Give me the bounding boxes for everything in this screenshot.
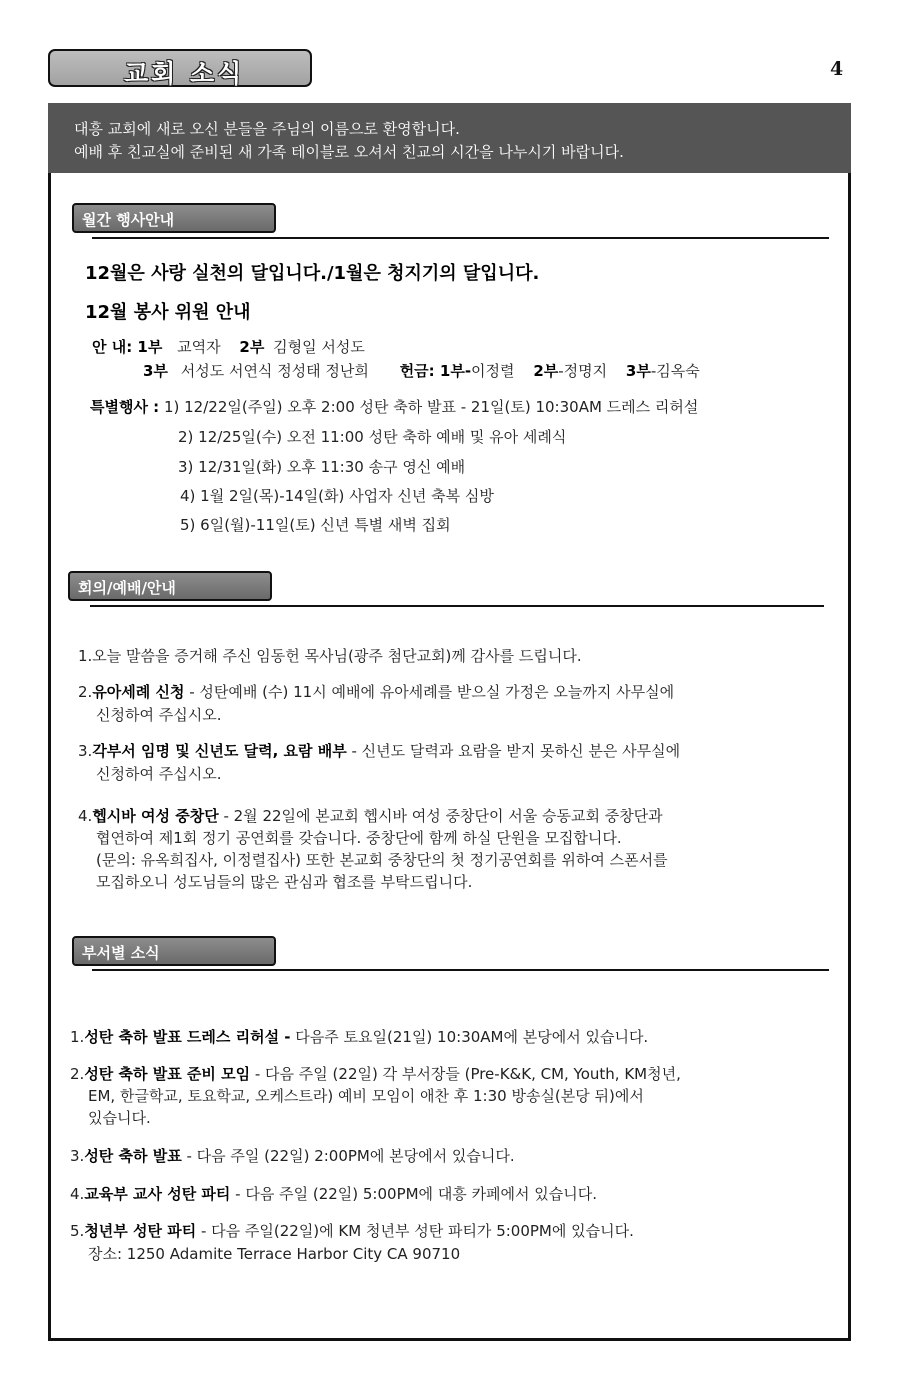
item-text: - 다음 주일 (22일) 5:00PM에 대흥 카페에서 있습니다. (230, 1185, 598, 1203)
dept-item-4 (70, 1183, 597, 1204)
item-number: 3. (70, 1147, 85, 1165)
monthly-theme: 12월은 사랑 실천의 달입니다./1월은 청지기의 달입니다. (85, 263, 540, 284)
guide-1: 교역자 (177, 338, 221, 356)
guide-2: 김형일 서성도 (273, 338, 365, 356)
item-number: 3. (78, 742, 93, 760)
item-text: - 신년도 달력과 요람을 받지 못하신 분은 사무실에 (346, 742, 681, 760)
section-title-box (48, 49, 312, 87)
dept-item-3 (70, 1145, 515, 1166)
item-text: - 다음 주일 (22일) 각 부서장들 (Pre-K&K, CM, Youth, KM청년, (250, 1065, 681, 1083)
offering-label: 헌금: 1부- (399, 362, 472, 380)
item-heading: 헵시바 여성 중창단 (92, 807, 219, 825)
welcome-banner (48, 103, 851, 173)
guide-label: 안 내: 1부 (92, 338, 163, 356)
dept-item-2 (70, 1063, 681, 1084)
special-events-label: 특별행사 : (90, 398, 160, 416)
item-number: 1. (70, 1028, 85, 1046)
guide-3-label: 3부 (143, 362, 168, 380)
welcome-line-2: 예배 후 친교실에 준비된 새 가족 테이블로 오셔서 친교의 시간을 나누시기 바랍니다. (74, 143, 624, 161)
event-item: 1) 12/22일(주일) 오후 2:00 성탄 축하 발표 - 21일(토) 10:30AM 드레스 리허설 (163, 398, 699, 416)
meeting-item-4 (78, 805, 663, 826)
meeting-item-4-cont-1: 협연하여 제1회 정기 공연회를 갖습니다. 중창단에 함께 하실 단원을 모집합니다. (96, 829, 622, 847)
event-item: 5) 6일(월)-11일(토) 신년 특별 새벽 집회 (180, 516, 451, 534)
item-number: 4. (70, 1185, 85, 1203)
meeting-item-2-cont: 신청하여 주십시오. (96, 706, 222, 724)
page-number: 4 (830, 58, 844, 80)
dept-item-2-cont-1: EM, 한글학교, 토요학교, 오케스트라) 예비 모임이 애찬 후 1:30 방송실(본당 뒤)에서 (88, 1087, 644, 1105)
section-heading-dept: 부서별 소식 (82, 944, 160, 962)
item-text: - 다음 주일 (22일) 2:00PM에 본당에서 있습니다. (181, 1147, 515, 1165)
item-text: - 2월 22일에 본교회 헵시바 여성 중창단이 서울 승동교회 중창단과 (218, 807, 663, 825)
item-heading: 교육부 교사 성탄 파티 (84, 1185, 231, 1203)
section-rule (90, 605, 824, 607)
event-item: 4) 1월 2일(목)-14일(화) 사업자 신년 축복 심방 (180, 487, 494, 505)
section-header-dept (72, 936, 276, 966)
offering-2: -정명지 (558, 362, 608, 380)
meeting-item-4-cont-2: (문의: 유옥희집사, 이정렬집사) 또한 본교회 중창단의 첫 정기공연회를 위하여 스폰서를 (96, 851, 668, 869)
page-title: 교회 소식 (124, 59, 245, 88)
meeting-item-2 (78, 681, 674, 702)
event-item: 2) 12/25일(수) 오전 11:00 성탄 축하 예배 및 유아 세례식 (178, 428, 567, 446)
section-heading-monthly: 월간 행사안내 (82, 211, 175, 229)
special-events-row-1 (90, 396, 698, 417)
dept-item-5 (70, 1220, 634, 1241)
meeting-item-3 (78, 740, 680, 761)
welcome-line-1: 대흥 교회에 새로 오신 분들을 주님의 이름으로 환영합니다. (74, 120, 460, 138)
section-rule (92, 969, 829, 971)
item-heading: 성탄 축하 발표 준비 모임 (84, 1065, 251, 1083)
guide-row-2 (143, 360, 700, 381)
item-number: 2. (70, 1065, 85, 1083)
item-number: 5. (70, 1222, 85, 1240)
meeting-item-3-cont: 신청하여 주십시오. (96, 765, 222, 783)
section-rule (92, 237, 829, 239)
meeting-item-4-cont-3: 모집하오니 성도님들의 많은 관심과 협조를 부탁드립니다. (96, 873, 473, 891)
dept-item-1 (70, 1026, 648, 1047)
offering-1: 이정렬 (471, 362, 515, 380)
meeting-item-1: 1.오늘 말씀을 증거해 주신 임동헌 목사님(광주 첨단교회)께 감사를 드립니다. (78, 647, 582, 665)
item-heading: 유아세례 신청 (92, 683, 185, 701)
guide-row-1 (92, 336, 365, 357)
item-text: - 성탄예배 (수) 11시 예배에 유아세례를 받으실 가정은 오늘까지 사무실에 (184, 683, 675, 701)
item-number: 4. (78, 807, 93, 825)
section-header-monthly (72, 203, 276, 233)
offering-2-label: 2부 (533, 362, 559, 380)
guide-2-label: 2부 (239, 338, 265, 356)
item-text: - 다음 주일(22일)에 KM 청년부 성탄 파티가 5:00PM에 있습니다. (196, 1222, 634, 1240)
event-item: 3) 12/31일(화) 오후 11:30 송구 영신 예배 (178, 458, 466, 476)
section-header-meeting (68, 571, 272, 601)
committee-title: 12월 봉사 위원 안내 (85, 302, 251, 323)
item-number: 2. (78, 683, 93, 701)
item-heading: 각부서 임명 및 신년도 달력, 요람 배부 (92, 742, 347, 760)
offering-3: -김옥숙 (650, 362, 700, 380)
item-heading: 성탄 축하 발표 (84, 1147, 182, 1165)
item-heading: 청년부 성탄 파티 (84, 1222, 197, 1240)
guide-3: 서성도 서연식 정성태 정난희 (180, 362, 369, 380)
dept-item-5-address: 장소: 1250 Adamite Terrace Harbor City CA 90710 (88, 1245, 461, 1263)
offering-3-label: 3부 (625, 362, 651, 380)
section-heading-meeting: 회의/예배/안내 (78, 579, 176, 597)
dept-item-2-cont-2: 있습니다. (88, 1109, 151, 1127)
item-text: 다음주 토요일(21일) 10:30AM에 본당에서 있습니다. (290, 1028, 649, 1046)
item-heading: 성탄 축하 발표 드레스 리허설 - (84, 1028, 291, 1046)
